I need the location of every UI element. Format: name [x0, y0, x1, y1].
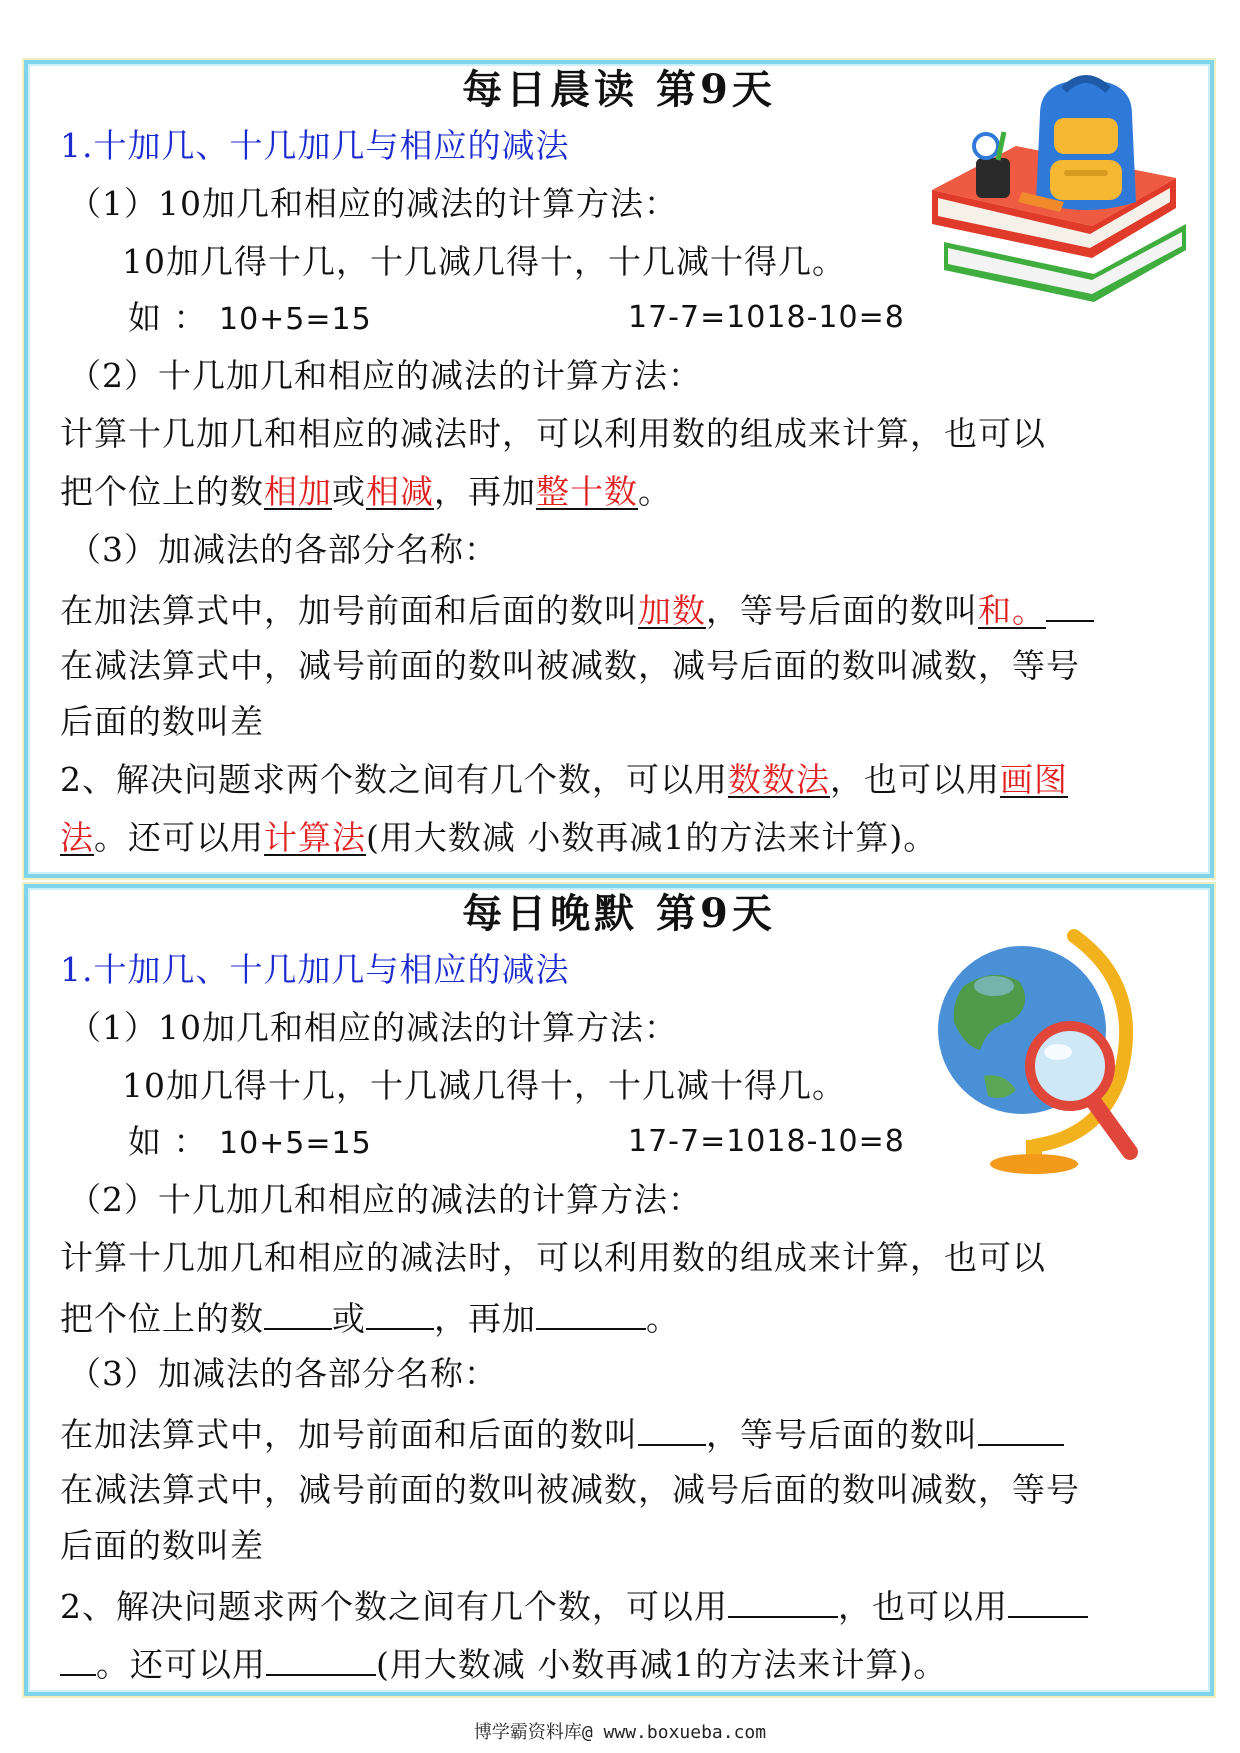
text-segment: 。 — [638, 472, 672, 511]
morning-s3-title: （3）加减法的各部分名称： — [68, 530, 498, 569]
fill-blank[interactable] — [638, 1410, 706, 1446]
evening-recitation-card — [24, 884, 1214, 1696]
morning-heading: 1.十加几、十几加几与相应的减法 — [60, 126, 570, 165]
globe-magnifier-icon — [924, 926, 1154, 1176]
fill-blank[interactable] — [366, 1294, 434, 1330]
answer-addend: 加数 — [638, 591, 706, 630]
text-segment: 在加法算式中，加号前面和后面的数叫 — [60, 1415, 638, 1454]
morning-s1-example — [128, 296, 372, 342]
answer-tens: 整十数 — [536, 472, 638, 511]
evening-s2-title: （2）十几加几和相应的减法的计算方法： — [68, 1180, 702, 1219]
morning-s1-title: （1）10加几和相应的减法的计算方法： — [68, 184, 678, 223]
fill-blank[interactable] — [60, 1640, 96, 1676]
answer-drawing: 画图 — [1000, 760, 1068, 799]
evening-example-subtraction: 17-7=1018-10=8 — [628, 1124, 905, 1159]
morning-example-subtraction: 17-7=1018-10=8 — [628, 300, 905, 335]
text-segment: 把个位上的数 — [60, 472, 264, 511]
text-segment: 。 — [646, 1299, 680, 1338]
text-segment: 。还可以用 — [94, 818, 264, 857]
example-addition: 10+5=15 — [219, 302, 372, 337]
text-segment: ，也可以用 — [838, 1587, 1008, 1626]
answer-calculation: 计算法 — [264, 818, 366, 857]
text-segment: (用大数减 小数再减1的方法来计算)。 — [366, 818, 938, 857]
morning-s2-line1: 计算十几加几和相应的减法时，可以利用数的组成来计算，也可以 — [60, 414, 1046, 453]
text-segment: (用大数减 小数再减1的方法来计算)。 — [376, 1645, 948, 1684]
fill-blank[interactable] — [264, 1294, 332, 1330]
text-segment: ，再加 — [434, 472, 536, 511]
answer-sum: 和。 — [978, 591, 1046, 630]
evening-title: 每日晚默 第9天 — [462, 890, 776, 937]
footer-watermark: 博学霸资料库@ www.boxueba.com — [473, 1722, 767, 1743]
morning-s2-title: （2）十几加几和相应的减法的计算方法： — [68, 356, 702, 395]
morning-reading-card — [24, 60, 1214, 878]
answer-counting: 数数法 — [728, 760, 830, 799]
text-segment: 或 — [332, 472, 366, 511]
text-segment: ，也可以用 — [830, 760, 1000, 799]
text-segment: 在加法算式中，加号前面和后面的数叫 — [60, 591, 638, 630]
morning-s3-line1 — [60, 586, 1094, 633]
evening-heading: 1.十加几、十几加几与相应的减法 — [60, 950, 570, 989]
evening-s3-line3: 后面的数叫差 — [60, 1526, 264, 1565]
fill-blank[interactable] — [1008, 1582, 1088, 1618]
evening-s1-title: （1）10加几和相应的减法的计算方法： — [68, 1008, 678, 1047]
example-addition: 10+5=15 — [219, 1126, 372, 1161]
text-segment: 或 — [332, 1299, 366, 1338]
evening-s3-line1 — [60, 1410, 1064, 1457]
fill-blank[interactable] — [266, 1640, 376, 1676]
example-label: 如 ： — [128, 298, 208, 337]
answer-drawing-end: 法 — [60, 818, 94, 857]
text-segment: ，等号后面的数叫 — [706, 1415, 978, 1454]
morning-p2-line1 — [60, 758, 1068, 802]
fill-blank[interactable] — [728, 1582, 838, 1618]
morning-title: 每日晨读 第9天 — [462, 66, 776, 113]
morning-s3-line3: 后面的数叫差 — [60, 702, 264, 741]
text-segment: ，等号后面的数叫 — [706, 591, 978, 630]
answer-subtract: 相减 — [366, 472, 434, 511]
morning-s2-line2 — [60, 470, 672, 514]
evening-s2-line1: 计算十几加几和相应的减法时，可以利用数的组成来计算，也可以 — [60, 1238, 1046, 1277]
morning-s3-line2: 在减法算式中，减号前面的数叫被减数，减号后面的数叫减数，等号 — [60, 646, 1080, 685]
fill-blank[interactable] — [536, 1294, 646, 1330]
text-segment: 。还可以用 — [96, 1645, 266, 1684]
blank-line — [1046, 586, 1094, 622]
evening-s3-line2: 在减法算式中，减号前面的数叫被减数，减号后面的数叫减数，等号 — [60, 1470, 1080, 1509]
example-label: 如 ： — [128, 1122, 208, 1161]
answer-add: 相加 — [264, 472, 332, 511]
morning-s1-rule: 10加几得十几，十几减几得十，十几减十得几。 — [122, 242, 846, 281]
evening-s1-rule: 10加几得十几，十几减几得十，十几减十得几。 — [122, 1066, 846, 1105]
morning-p2-line2 — [60, 816, 937, 860]
evening-s1-example — [128, 1120, 372, 1166]
text-segment: ，再加 — [434, 1299, 536, 1338]
text-segment: 把个位上的数 — [60, 1299, 264, 1338]
text-segment: 2、解决问题求两个数之间有几个数，可以用 — [60, 1587, 728, 1626]
evening-p2-line2 — [60, 1640, 947, 1687]
backpack-books-icon — [924, 74, 1214, 314]
evening-p2-line1 — [60, 1582, 1088, 1629]
text-segment: 2、解决问题求两个数之间有几个数，可以用 — [60, 760, 728, 799]
evening-s3-title: （3）加减法的各部分名称： — [68, 1354, 498, 1393]
evening-s2-line2 — [60, 1294, 680, 1341]
fill-blank[interactable] — [978, 1410, 1064, 1446]
